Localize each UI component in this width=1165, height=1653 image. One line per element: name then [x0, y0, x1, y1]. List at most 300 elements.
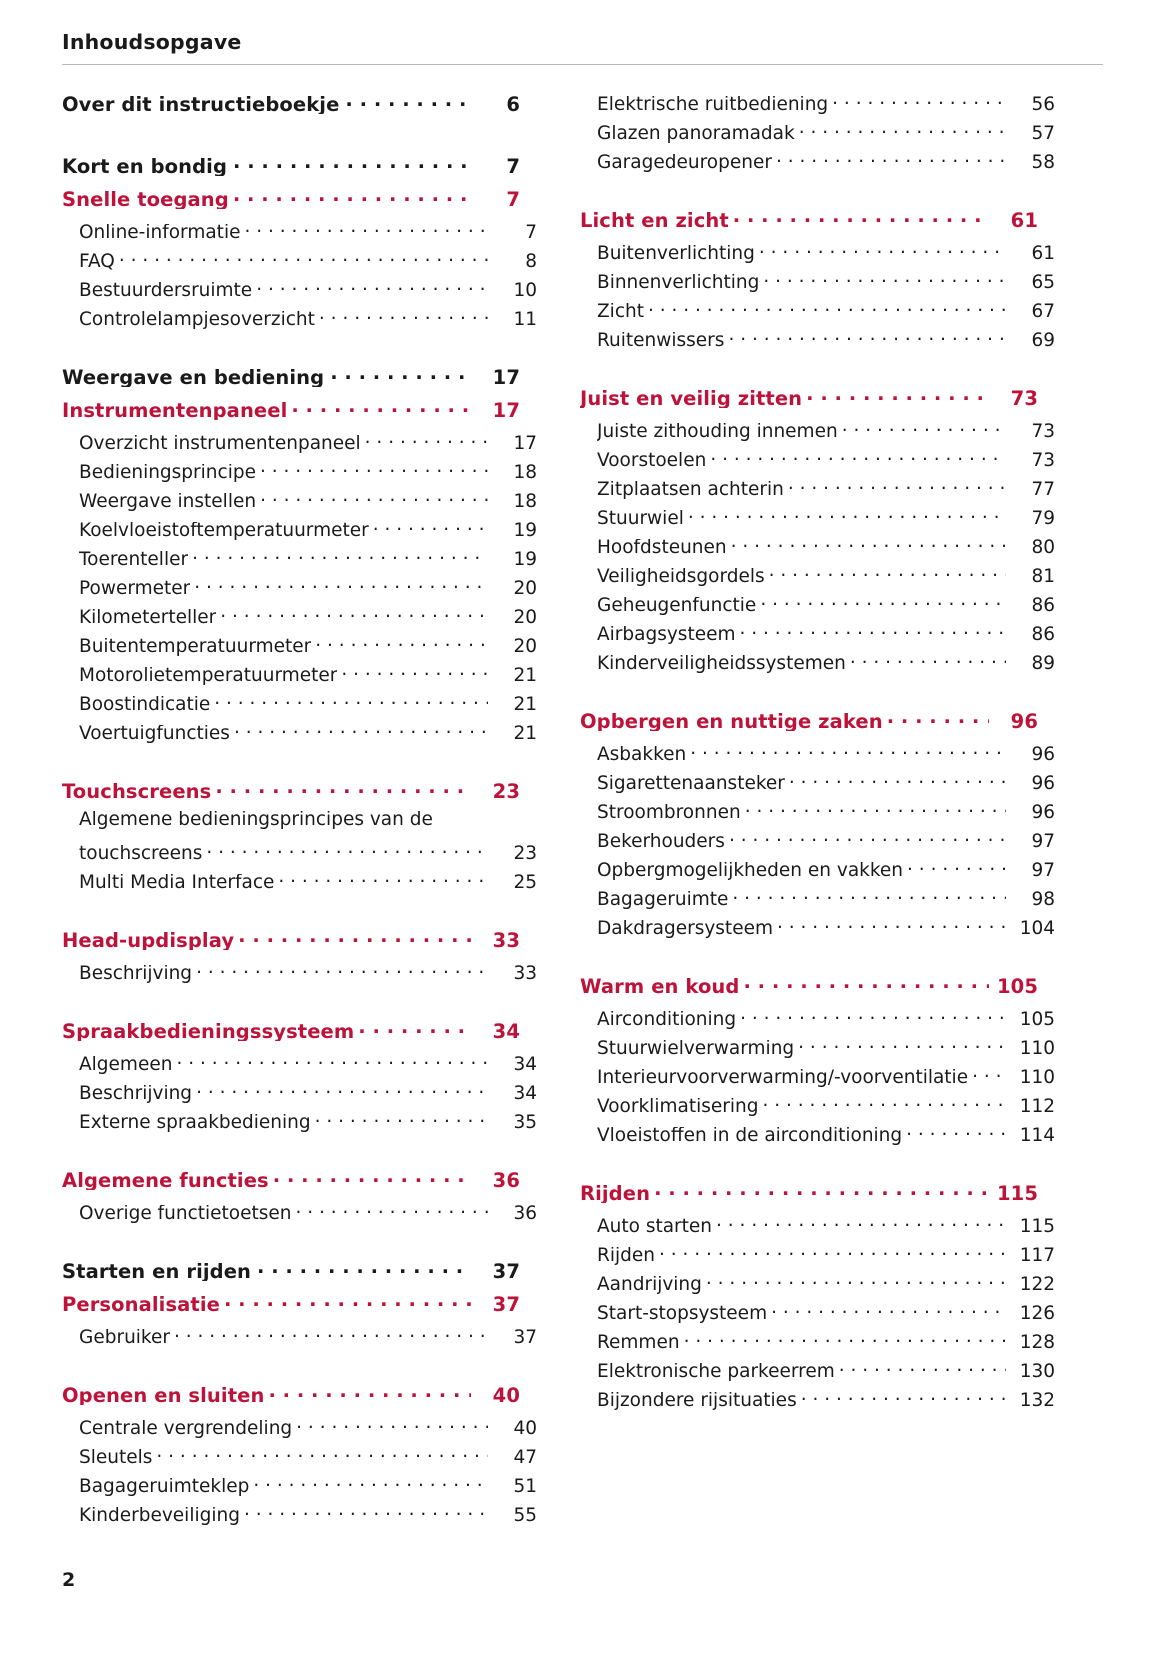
toc-entry-label: Elektrische ruitbediening [597, 95, 829, 114]
toc-entry-section[interactable] [62, 1018, 520, 1051]
dot-leader [684, 1329, 1006, 1348]
toc-entry-label: Online-informatie [79, 223, 241, 242]
dot-leader [358, 1018, 471, 1038]
dot-leader [345, 91, 471, 111]
dot-leader [233, 153, 471, 173]
toc-entry-page-number: 96 [1031, 801, 1055, 823]
toc-entry-label: Bestuurdersruimte [79, 281, 253, 300]
toc-entry-section[interactable] [580, 973, 1038, 1006]
toc-entry-item[interactable] [580, 886, 1055, 915]
toc-entry-item[interactable] [62, 546, 537, 575]
toc-entry-item[interactable] [580, 505, 1055, 534]
toc-entry-label: Overzicht instrumentenpaneel [79, 434, 361, 453]
dot-leader [740, 1006, 1006, 1025]
group-spacer [62, 989, 520, 1018]
toc-entry-label: Airconditioning [597, 1010, 737, 1029]
toc-entry-item[interactable] [62, 691, 537, 720]
toc-entry-page-number: 23 [513, 842, 537, 864]
dot-leader [733, 207, 989, 227]
dot-leader [330, 364, 471, 384]
dot-leader [728, 327, 1006, 346]
toc-entry-section[interactable] [62, 1167, 520, 1200]
dot-leader [798, 1035, 1006, 1054]
group-spacer [62, 124, 520, 153]
toc-entry-label: Bagageruimte [597, 890, 729, 909]
toc-entry-page-number: 51 [513, 1475, 537, 1497]
dot-leader [224, 1291, 471, 1311]
toc-entry-page-number: 20 [513, 606, 537, 628]
toc-entry-label: Multi Media Interface [79, 873, 275, 892]
dot-leader [192, 546, 488, 565]
dot-leader [196, 960, 488, 979]
toc-entry-section[interactable] [62, 778, 520, 811]
toc-entry-item[interactable] [580, 1064, 1055, 1093]
toc-entry-item[interactable] [580, 149, 1055, 178]
dot-leader [244, 219, 488, 238]
toc-entry-label: Instrumentenpaneel [62, 400, 288, 420]
toc-entry-label: Glazen panoramadak [597, 124, 795, 143]
toc-entry-label: Boostindicatie [79, 695, 211, 714]
toc-entry-page-number: 105 [1019, 1008, 1055, 1030]
toc-entry-page-number: 96 [1031, 743, 1055, 765]
toc-entry-label: Head-updisplay [62, 930, 235, 950]
toc-entry-page-number: 73 [1031, 449, 1055, 471]
toc-entry-page-number: 36 [492, 1168, 520, 1192]
toc-entry-label: Gebruiker [79, 1328, 170, 1347]
dot-leader [194, 575, 488, 594]
dot-leader [215, 778, 471, 798]
group-spacer [62, 1229, 520, 1258]
toc-entry-label: Overige functietoetsen [79, 1204, 292, 1223]
toc-entry-section[interactable] [62, 927, 520, 960]
toc-entry-label: Auto starten [597, 1217, 713, 1236]
toc-entry-label: Weergave en bediening [62, 367, 325, 387]
toc-entry-page-number: 37 [513, 1326, 537, 1348]
dot-leader [777, 915, 1006, 934]
toc-entry-page-number: 37 [492, 1292, 520, 1316]
toc-entry-page-number: 115 [996, 1181, 1038, 1205]
toc-entry-item[interactable] [62, 811, 537, 840]
toc-entry-item[interactable] [62, 430, 537, 459]
toc-entry-label: Koelvloeistoftemperatuurmeter [79, 521, 369, 540]
toc-entry-page-number: 17 [492, 398, 520, 422]
dot-leader [760, 592, 1006, 611]
toc-entry-item[interactable] [62, 1051, 537, 1080]
dot-leader [887, 708, 989, 728]
toc-entry-page-number: 8 [525, 250, 537, 272]
toc-entry-chapter[interactable] [62, 364, 520, 397]
toc-entry-label: Weergave instellen [79, 492, 257, 511]
toc-entry-page-number: 7 [525, 221, 537, 243]
toc-group [580, 385, 1055, 679]
toc-entry-item[interactable] [62, 662, 537, 691]
dot-leader [743, 973, 989, 993]
toc-entry-page-number: 57 [1031, 122, 1055, 144]
toc-entry-page-number: 110 [1019, 1066, 1055, 1088]
toc-entry-page-number: 61 [1031, 242, 1055, 264]
dot-leader [906, 1122, 1006, 1141]
toc-entry-page-number: 80 [1031, 536, 1055, 558]
dot-leader [373, 517, 488, 536]
dot-leader [315, 633, 488, 652]
dot-leader [850, 650, 1006, 669]
toc-entry-label: Spraakbedieningssysteem [62, 1021, 355, 1041]
toc-group [62, 91, 520, 124]
toc-entry-item[interactable] [62, 306, 537, 335]
dot-leader [729, 828, 1006, 847]
toc-entry-label: Algemeen [79, 1055, 173, 1074]
toc-entry-page-number: 61 [1010, 208, 1038, 232]
toc-entry-section[interactable] [62, 397, 520, 430]
toc-entry-label: Voertuigfuncties [79, 724, 230, 743]
toc-entry-page-number: 18 [513, 461, 537, 483]
dot-leader [801, 1387, 1006, 1406]
toc-entry-label: Snelle toegang [62, 189, 229, 209]
toc-entry-label: Warm en koud [580, 976, 740, 996]
group-spacer [580, 944, 1038, 973]
toc-entry-label: Controlelampjesoverzicht [79, 310, 315, 329]
toc-entry-chapter[interactable] [62, 153, 520, 186]
toc-entry-page-number: 34 [513, 1053, 537, 1075]
dot-leader [788, 476, 1006, 495]
toc-entry-page-number: 110 [1019, 1037, 1055, 1059]
toc-entry-page-number: 19 [513, 548, 537, 570]
toc-entry-item[interactable] [580, 799, 1055, 828]
toc-entry-item[interactable] [580, 1358, 1055, 1387]
dot-leader [842, 418, 1006, 437]
toc-entry-label: Rijden [580, 1183, 651, 1203]
dot-leader [174, 1324, 488, 1343]
toc-entry-page-number: 36 [513, 1202, 537, 1224]
group-spacer [62, 749, 520, 778]
dot-leader [296, 1200, 488, 1219]
dot-leader [648, 298, 1006, 317]
toc-entry-item[interactable] [580, 592, 1055, 621]
toc-entry-page-number: 40 [513, 1417, 537, 1439]
dot-leader [365, 430, 488, 449]
toc-entry-label: Voorstoelen [597, 451, 707, 470]
toc-entry-item[interactable] [62, 720, 537, 749]
toc-entry-item[interactable] [62, 869, 537, 898]
toc-entry-item[interactable] [580, 534, 1055, 563]
toc-entry-page-number: 17 [492, 365, 520, 389]
toc-entry-page-number: 7 [506, 187, 520, 211]
dot-leader [972, 1064, 1006, 1083]
toc-entry-item[interactable] [62, 248, 537, 277]
toc-entry-item[interactable] [580, 1329, 1055, 1358]
toc-entry-item[interactable] [580, 240, 1055, 269]
toc-entry-item[interactable] [580, 1122, 1055, 1151]
dot-leader [659, 1242, 1006, 1261]
toc-entry-page-number: 47 [513, 1446, 537, 1468]
toc-entry-page-number: 10 [513, 279, 537, 301]
toc-entry-item[interactable] [62, 459, 537, 488]
dot-leader [745, 799, 1006, 818]
toc-entry-section[interactable] [580, 708, 1038, 741]
page-title: Inhoudsopgave [62, 30, 242, 54]
toc-entry-item[interactable] [580, 857, 1055, 886]
toc-entry-page-number: 33 [513, 962, 537, 984]
toc-entry-item[interactable] [62, 960, 537, 989]
toc-entry-page-number: 25 [513, 871, 537, 893]
toc-entry-item[interactable] [580, 828, 1055, 857]
toc-entry-page-number: 89 [1031, 652, 1055, 674]
toc-entry-item[interactable] [580, 1213, 1055, 1242]
toc-entry-page-number: 67 [1031, 300, 1055, 322]
toc-entry-page-number: 112 [1019, 1095, 1055, 1117]
dot-leader [244, 1502, 488, 1521]
toc-entry-page-number: 33 [492, 928, 520, 952]
toc-entry-item[interactable] [580, 327, 1055, 356]
toc-entry-item[interactable] [62, 1473, 537, 1502]
dot-leader [278, 869, 488, 888]
toc-entry-label: Personalisatie [62, 1294, 220, 1314]
toc-entry-label: Start-stopsysteem [597, 1304, 768, 1323]
toc-entry-item[interactable] [580, 1093, 1055, 1122]
toc-group [62, 1018, 537, 1138]
toc-entry-page-number: 23 [492, 779, 520, 803]
dot-leader [257, 1258, 471, 1278]
toc-entry-item[interactable] [580, 1271, 1055, 1300]
toc-entry-section[interactable] [62, 1382, 520, 1415]
toc-entry-label: Juiste zithouding innemen [597, 422, 838, 441]
toc-entry-item[interactable] [62, 1444, 537, 1473]
toc-entry-item[interactable] [62, 1324, 537, 1353]
toc-group [580, 708, 1055, 944]
dot-leader [176, 1051, 488, 1070]
group-spacer [62, 898, 520, 927]
toc-entry-label: touchscreens [79, 844, 203, 863]
toc-entry-item[interactable] [580, 1035, 1055, 1064]
dot-leader [206, 840, 488, 859]
toc-entry-label: Geheugenfunctie [597, 596, 757, 615]
toc-entry-item[interactable] [580, 770, 1055, 799]
toc-entry-label: Powermeter [79, 579, 191, 598]
toc-entry-label: Kinderveiligheidssystemen [597, 654, 846, 673]
header-divider [62, 64, 1103, 65]
toc-entry-page-number: 20 [513, 577, 537, 599]
toc-entry-item[interactable] [62, 633, 537, 662]
dot-leader [789, 770, 1006, 789]
toc-entry-label: Hoofdsteunen [597, 538, 727, 557]
toc-entry-label: Bedieningsprincipe [79, 463, 256, 482]
toc-entry-item[interactable] [62, 488, 537, 517]
toc-entry-item[interactable] [580, 741, 1055, 770]
dot-leader [319, 306, 488, 325]
dot-leader [156, 1444, 488, 1463]
toc-entry-label: Zicht [597, 302, 644, 321]
toc-entry-page-number: 126 [1019, 1302, 1055, 1324]
toc-entry-section[interactable] [62, 1291, 520, 1324]
dot-leader [253, 1473, 488, 1492]
toc-entry-label: Vloeistoffen in de airconditioning [597, 1126, 903, 1145]
toc-entry-item[interactable] [62, 604, 537, 633]
toc-entry-page-number: 105 [996, 974, 1038, 998]
toc-entry-section[interactable] [580, 385, 1038, 418]
toc-entry-label: Kinderbeveiliging [79, 1506, 240, 1525]
toc-entry-item[interactable] [580, 915, 1055, 944]
toc-group [62, 1382, 537, 1531]
toc-entry-page-number: 79 [1031, 507, 1055, 529]
toc-entry-item[interactable] [62, 277, 537, 306]
group-spacer [62, 1353, 520, 1382]
dot-leader [799, 120, 1006, 139]
toc-group [580, 207, 1055, 356]
dot-leader [256, 277, 488, 296]
toc-group [580, 1180, 1055, 1416]
toc-entry-section[interactable] [62, 186, 520, 219]
toc-entry-label: Bekerhouders [597, 832, 725, 851]
toc-entry-page-number: 73 [1010, 386, 1038, 410]
toc-entry-label: Bijzondere rijsituaties [597, 1391, 797, 1410]
dot-leader [771, 1300, 1006, 1319]
dot-leader [759, 240, 1006, 259]
toc-entry-page-number: 114 [1019, 1124, 1055, 1146]
toc-entry-page-number: 19 [513, 519, 537, 541]
toc-entry-item[interactable] [580, 298, 1055, 327]
toc-column-left [62, 91, 537, 1531]
toc-entry-label: Bagageruimteklep [79, 1477, 250, 1496]
toc-entry-page-number: 18 [513, 490, 537, 512]
dot-leader [716, 1213, 1006, 1232]
toc-entry-page-number: 132 [1019, 1389, 1055, 1411]
toc-entry-item[interactable] [62, 575, 537, 604]
toc-entry-page-number: 128 [1019, 1331, 1055, 1353]
toc-entry-page-number: 73 [1031, 420, 1055, 442]
toc-entry-item[interactable] [580, 563, 1055, 592]
dot-leader [806, 385, 989, 405]
dot-leader [238, 927, 471, 947]
toc-entry-page-number: 20 [513, 635, 537, 657]
toc-entry-item[interactable] [62, 219, 537, 248]
toc-group [580, 91, 1055, 178]
toc-entry-label: FAQ [79, 252, 115, 271]
dot-leader [234, 720, 488, 739]
toc-entry-page-number: 117 [1019, 1244, 1055, 1266]
toc-entry-item[interactable] [580, 621, 1055, 650]
group-spacer [580, 1151, 1038, 1180]
toc-entry-label: Externe spraakbediening [79, 1113, 311, 1132]
toc-entry-item[interactable] [62, 1080, 537, 1109]
toc-entry-page-number: 96 [1031, 772, 1055, 794]
dot-leader [260, 459, 488, 478]
toc-group [62, 927, 537, 989]
toc-entry-section[interactable] [580, 1180, 1038, 1213]
toc-entry-page-number: 21 [513, 664, 537, 686]
toc-entry-page-number: 86 [1031, 623, 1055, 645]
toc-entry-chapter[interactable] [62, 91, 520, 124]
dot-leader [214, 691, 488, 710]
dot-leader [690, 741, 1006, 760]
toc-entry-page-number: 55 [513, 1504, 537, 1526]
toc-entry-label: Opbergmogelijkheden en vakken [597, 861, 904, 880]
group-spacer [580, 356, 1038, 385]
toc-entry-section[interactable] [580, 207, 1038, 240]
toc-entry-item[interactable] [580, 269, 1055, 298]
toc-entry-item[interactable] [580, 1300, 1055, 1329]
toc-entry-page-number: 6 [506, 92, 520, 116]
toc-entry-item[interactable] [580, 418, 1055, 447]
toc-entry-page-number: 97 [1031, 859, 1055, 881]
toc-entry-label: Elektronische parkeerrem [597, 1362, 835, 1381]
toc-entry-item[interactable] [580, 1387, 1055, 1416]
toc-entry-item[interactable] [62, 1415, 537, 1444]
toc-entry-label: Aandrijving [597, 1275, 702, 1294]
dot-leader [706, 1271, 1006, 1290]
dot-leader [731, 534, 1006, 553]
toc-entry-label: Garagedeuropener [597, 153, 772, 172]
toc-entry-page-number: 7 [506, 154, 520, 178]
toc-entry-item[interactable] [580, 1006, 1055, 1035]
group-spacer [62, 335, 520, 364]
group-spacer [580, 679, 1038, 708]
toc-columns [62, 91, 1103, 1531]
toc-entry-item[interactable] [580, 476, 1055, 505]
toc-entry-label: Stroombronnen [597, 803, 741, 822]
toc-entry-label: Binnenverlichting [597, 273, 760, 292]
toc-entry-label: Veiligheidsgordels [597, 567, 765, 586]
dot-leader [832, 91, 1006, 110]
toc-entry-item[interactable] [62, 840, 537, 869]
dot-leader [732, 886, 1006, 905]
toc-entry-item[interactable] [62, 1109, 537, 1138]
toc-entry-page-number: 40 [492, 1383, 520, 1407]
toc-entry-label: Buitenverlichting [597, 244, 755, 263]
dot-leader [762, 1093, 1006, 1112]
toc-entry-page-number: 97 [1031, 830, 1055, 852]
dot-leader [273, 1167, 471, 1187]
toc-entry-page-number: 34 [513, 1082, 537, 1104]
toc-entry-page-number: 115 [1019, 1215, 1055, 1237]
dot-leader [220, 604, 488, 623]
toc-entry-page-number: 11 [513, 308, 537, 330]
toc-entry-label: Algemene functies [62, 1170, 269, 1190]
toc-entry-item[interactable] [580, 1242, 1055, 1271]
toc-entry-page-number: 65 [1031, 271, 1055, 293]
toc-entry-page-number: 35 [513, 1111, 537, 1133]
toc-entry-page-number: 104 [1019, 917, 1055, 939]
toc-entry-item[interactable] [62, 517, 537, 546]
toc-group [62, 153, 537, 335]
toc-entry-page-number: 81 [1031, 565, 1055, 587]
dot-leader [688, 505, 1006, 524]
toc-entry-item[interactable] [580, 91, 1055, 120]
toc-entry-label: Openen en sluiten [62, 1385, 265, 1405]
dot-leader [907, 857, 1006, 876]
toc-entry-item[interactable] [580, 650, 1055, 679]
dot-leader [296, 1415, 488, 1434]
group-spacer [62, 1138, 520, 1167]
toc-entry-item[interactable] [62, 1200, 537, 1229]
toc-entry-chapter[interactable] [62, 1258, 520, 1291]
toc-entry-item[interactable] [62, 1502, 537, 1531]
toc-entry-label: Starten en rijden [62, 1261, 252, 1281]
toc-entry-item[interactable] [580, 447, 1055, 476]
toc-entry-label: Touchscreens [62, 781, 212, 801]
group-spacer [580, 178, 1038, 207]
toc-entry-label: Juist en veilig zitten [580, 388, 803, 408]
toc-entry-page-number: 69 [1031, 329, 1055, 351]
dot-leader [776, 149, 1006, 168]
toc-entry-label: Kort en bondig [62, 156, 228, 176]
toc-entry-label: Beschrijving [79, 1084, 193, 1103]
dot-leader [763, 269, 1006, 288]
toc-entry-label: Stuurwiel [597, 509, 684, 528]
dot-leader [268, 1382, 471, 1402]
toc-entry-label: Licht en zicht [580, 210, 729, 230]
toc-entry-item[interactable] [580, 120, 1055, 149]
dot-leader [260, 488, 488, 507]
